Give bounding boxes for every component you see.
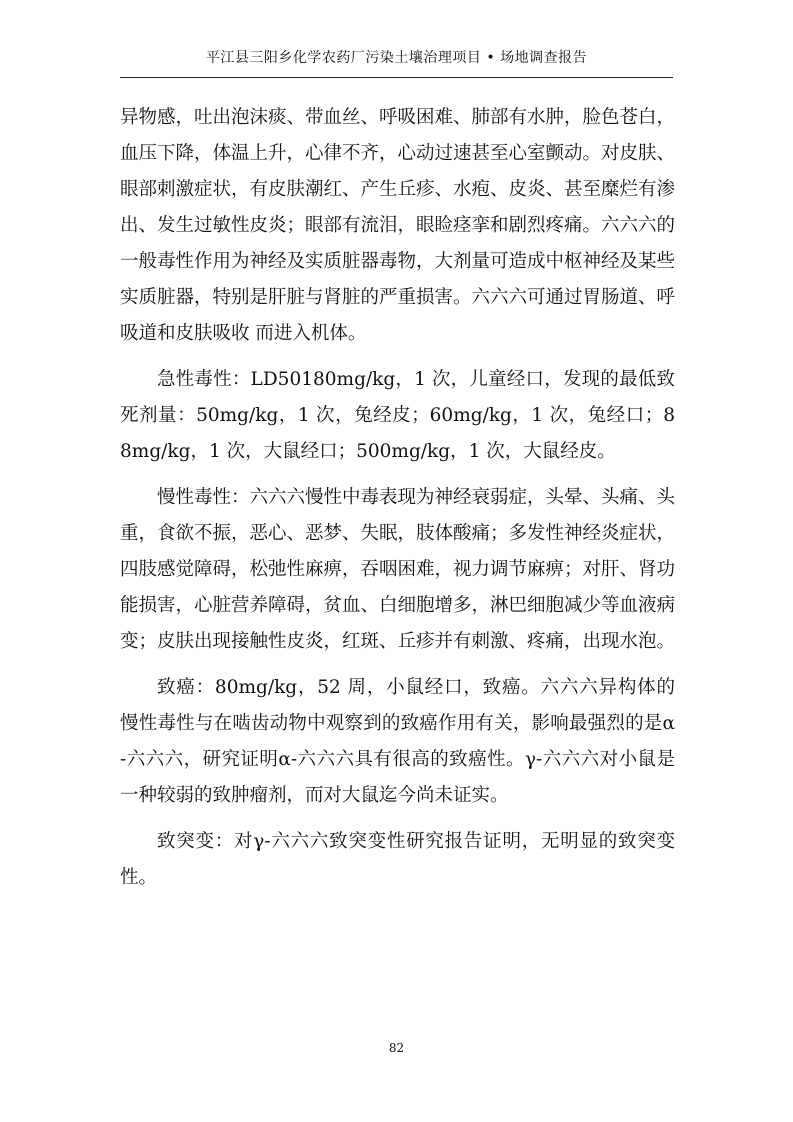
running-header: 平江县三阳乡化学农药厂污染土壤治理项目 • 场地调查报告 (205, 50, 588, 66)
paragraph-chronic-toxicity: 慢性毒性：六六六慢性中毒表现为神经衰弱症，头晕、头痛、头重，食欲不振，恶心、恶梦、失眠，肢体酸痛；多发性神经炎症状，四肢感觉障碍，松弛性麻痹，吞咽困难，视力调节麻痹；对肝、肾功能损害，心脏营养障碍，贫血、白细胞增多，淋巴细胞减少等血液病变；皮肤出现接触性皮炎，红斑、丘疹并有刺激、疼痛，出现水泡。 (120, 487, 676, 652)
paragraph-acute-toxicity: 急性毒性：LD50180mg/kg，1 次，儿童经口，发现的最低致死剂量：50mg/kg，1 次，兔经皮；60mg/kg，1 次，兔经口；88mg/kg，1 次，大鼠经口；500mg/kg，1 次，大鼠经皮。 (120, 369, 675, 462)
paragraph-continued-symptoms: 异物感，吐出泡沫痰、带血丝、呼吸困难、肺部有水肿，脸色苍白，血压下降，体温上升，心律不齐，心动过速甚至心室颤动。对皮肤、眼部刺激症状，有皮肤潮红、产生丘疹、水疱、皮炎、甚至糜烂有渗出、发生过敏性皮炎；眼部有流泪，眼睑痉挛和剧烈疼痛。六六六的一般毒性作用为神经及实质脏器毒物，大剂量可造成中枢神经及某些实质脏器，特别是肝脏与肾脏的严重损害。六六六可通过胃肠道、呼吸道和皮肤吸收 而进入机体。 (120, 107, 676, 344)
document-body (120, 100, 675, 896)
page-number: 82 (388, 1041, 405, 1055)
header-divider (120, 77, 673, 78)
paragraph-mutagenicity: 致突变：对γ-六六六致突变性研究报告证明，无明显的致突变性。 (120, 831, 675, 888)
paragraph-carcinogenicity: 致癌：80mg/kg，52 周，小鼠经口，致癌。六六六异构体的慢性毒性与在啮齿动物中观察到的致癌作用有关，影响最强烈的是α-六六六，研究证明α-六六六具有很高的致癌性。γ-六六六对小鼠是一种较弱的致肿瘤剂，而对大鼠迄今尚未证实。 (120, 677, 675, 806)
